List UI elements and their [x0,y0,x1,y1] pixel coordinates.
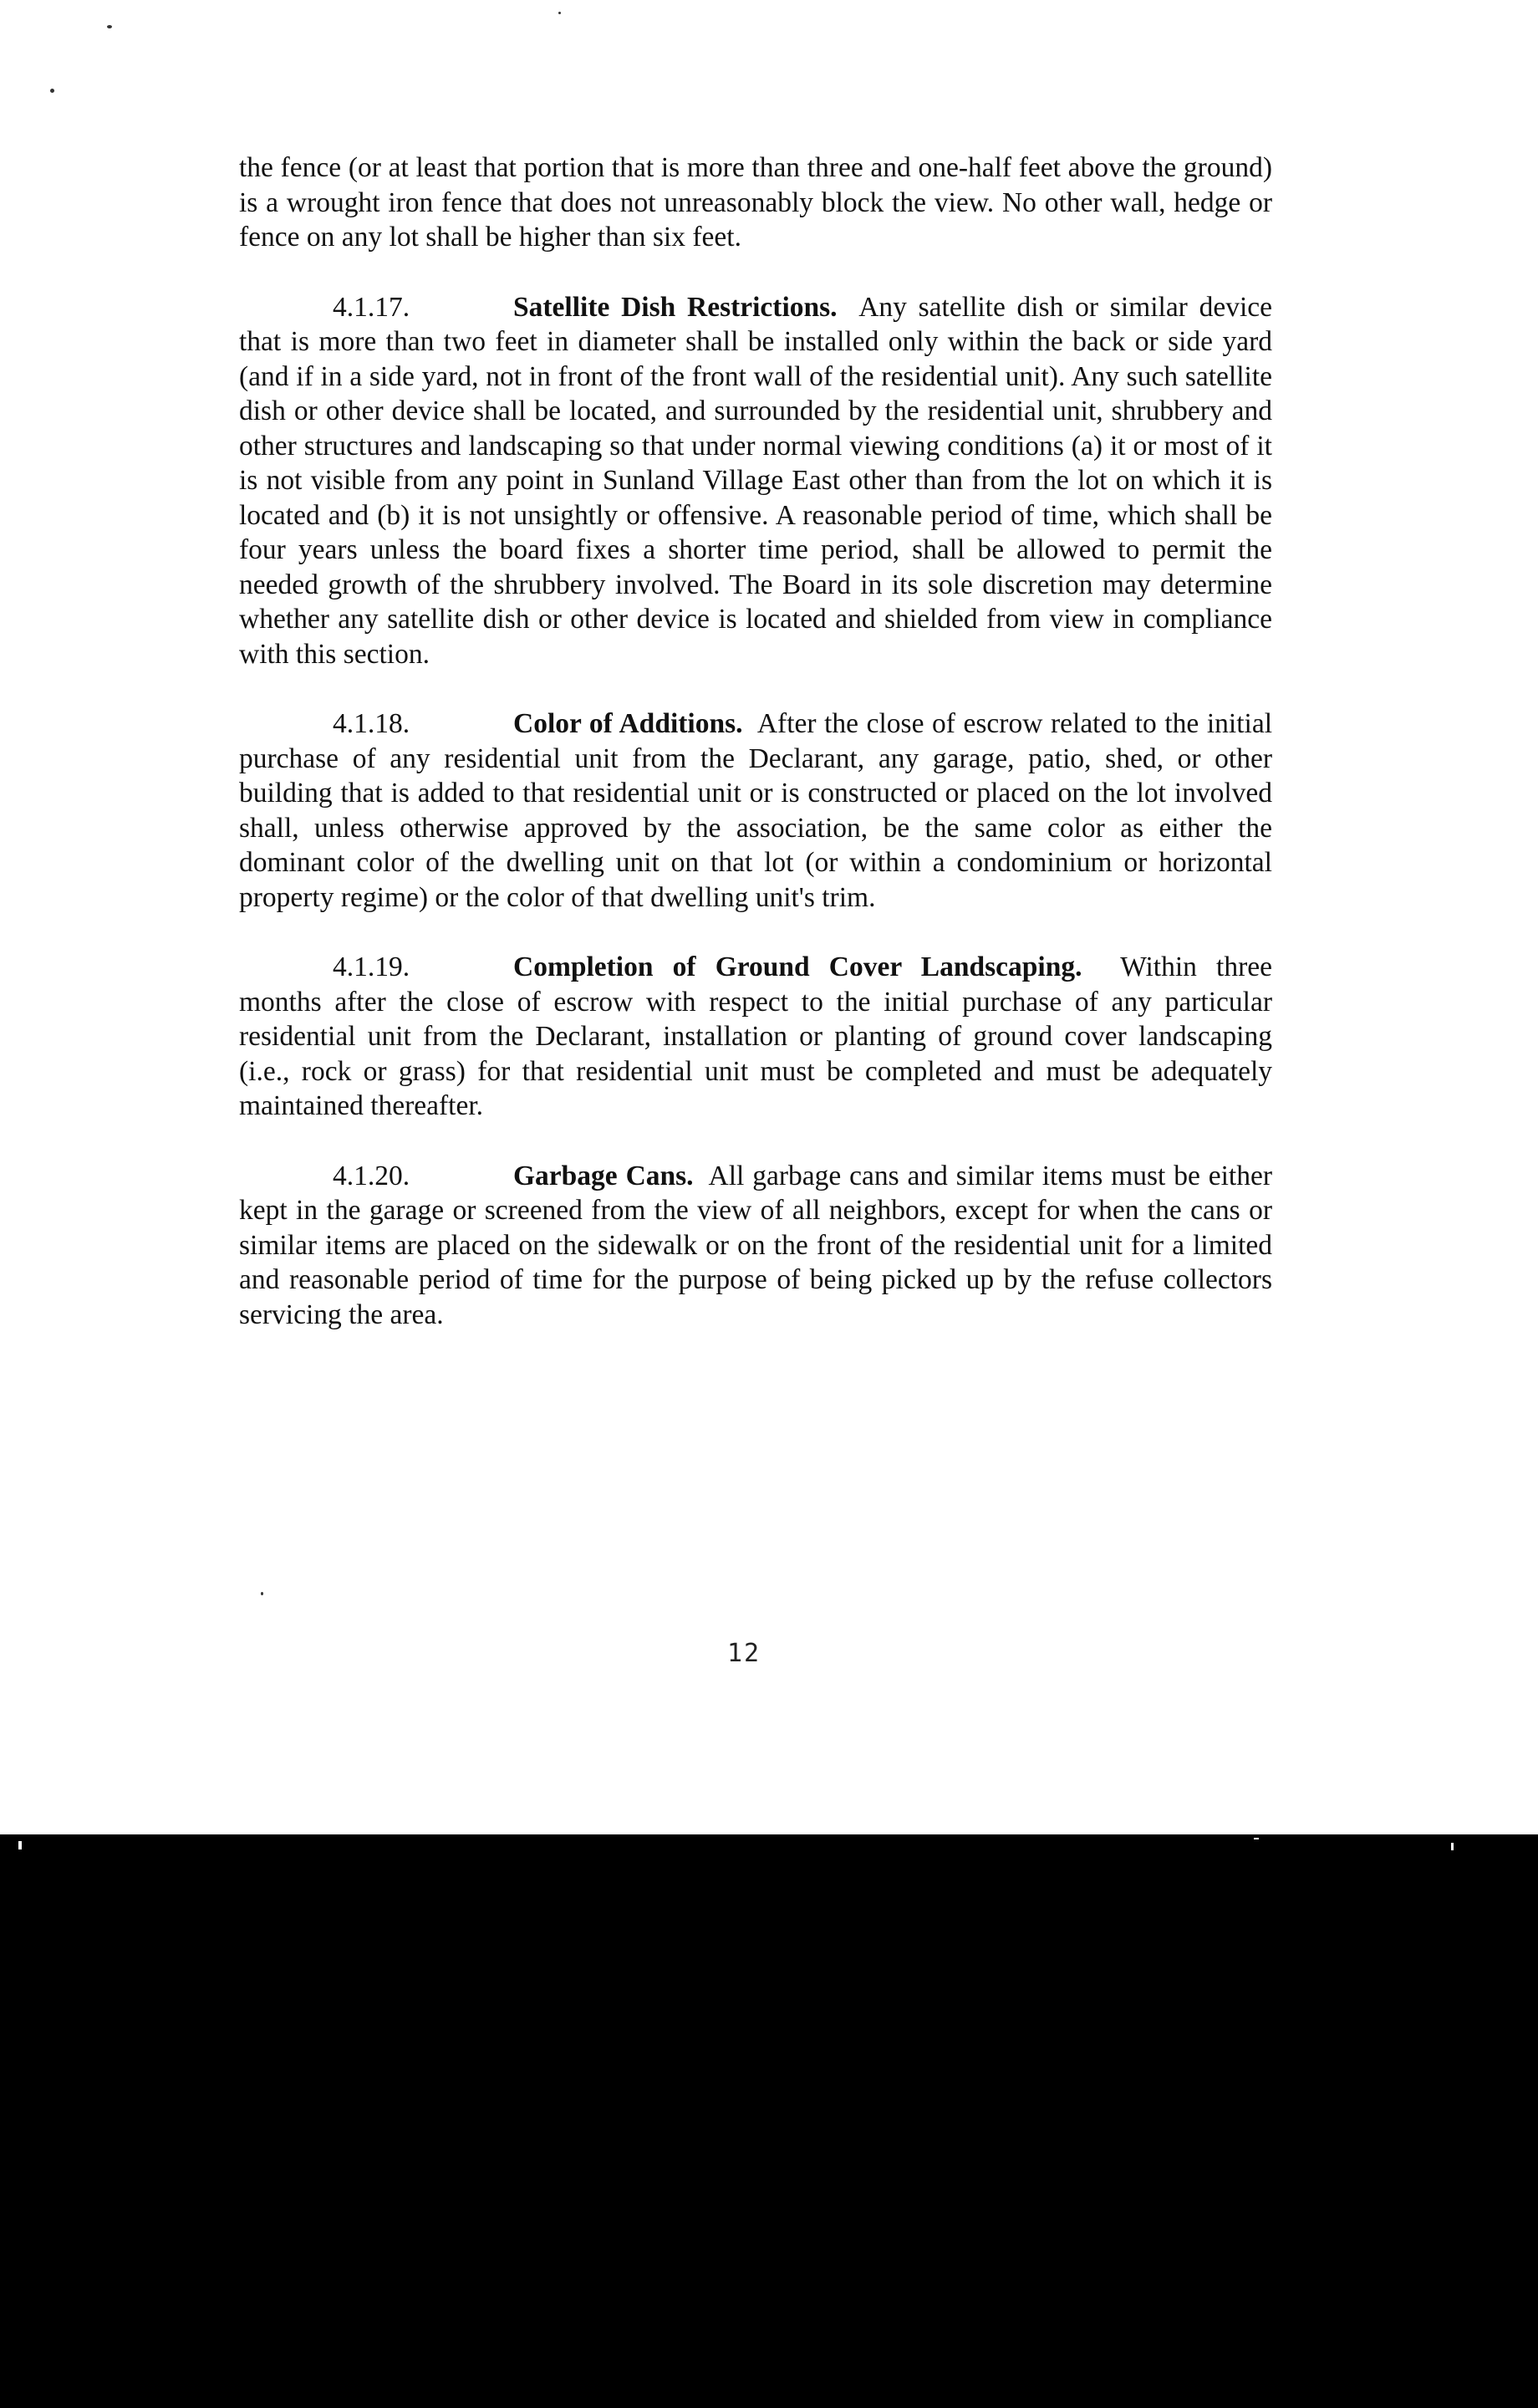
section-number: 4.1.17. [333,291,410,323]
scan-speck [50,89,54,93]
scan-mark [1254,1838,1259,1839]
scan-black-margin [0,1834,1538,2408]
section-number: 4.1.19. [333,951,410,982]
scan-speck [558,12,561,14]
section-body: Within three months after the close of escrow with respect to the initial purchase of any particular residential unit from the Declarant, installation or planting of ground cover landscaping (i.e., rock or grass) for that residential unit must be completed and must be adequately maintained thereafter. [239,951,1273,1121]
section-number: 4.1.20. [333,1160,410,1191]
section-heading: Completion of Ground Cover Landscaping. [513,951,1082,982]
section-heading: Satellite Dish Restrictions. [513,291,838,323]
section-number: 4.1.18. [333,708,410,739]
scan-speck [261,1592,263,1595]
scan-mark [1451,1843,1454,1850]
section-heading: Garbage Cans. [513,1160,694,1191]
section-4-1-19 [239,950,1272,1124]
document-body [239,150,1272,1332]
page-number: 12 [726,1639,761,1668]
scan-mark [18,1841,22,1849]
section-4-1-17 [239,290,1272,672]
section-body: All garbage cans and similar items must be either kept in the garage or screened from the view of all neighbors, except for when the cans or similar items are placed on the sidewalk or on the front of the residential unit for a limited and reasonable period of time for the purpose of being picked up by the refuse collectors servicing the area. [239,1160,1272,1330]
section-4-1-18 [239,707,1272,915]
section-heading: Color of Additions. [513,708,743,739]
scan-speck [107,25,112,28]
section-4-1-20 [239,1159,1272,1333]
intro-paragraph: the fence (or at least that portion that is more than three and one-half feet above the ground) is a wrought iron fence that does not unreasonably block the view. No other wall, hedge or fence on any lot shall be higher than six feet. [239,152,1272,253]
section-body: Any satellite dish or similar device that is more than two feet in diameter shall be installed only within the back or side yard (and if in a side yard, not in front of the front wall of the residential unit). Any such satellite dish or other device shall be located, and surrounded by the residential unit, shrubbery and other structures and landscaping so that under normal viewing conditions (a) it or most of it is not visible from any point in Sunland Village East other than from the lot on which it is located and (b) it is not unsightly or offensive. A reasonable period of time, which shall be four years unless the board fixes a shorter time period, shall be allowed to permit the needed growth of the shrubbery involved. The Board in its sole discretion may determine whether any satellite dish or other device is located and shielded from view in compliance with this section. [239,291,1272,670]
section-body: After the close of escrow related to the initial purchase of any residential unit from the Declarant, any garage, patio, shed, or other building that is added to that residential unit or is constructed or placed on the lot involved shall, unless otherwise approved by the association, be the same color as either the dominant color of the dwelling unit on that lot (or within a condominium or horizontal property regime) or the color of that dwelling unit's trim. [239,708,1273,913]
